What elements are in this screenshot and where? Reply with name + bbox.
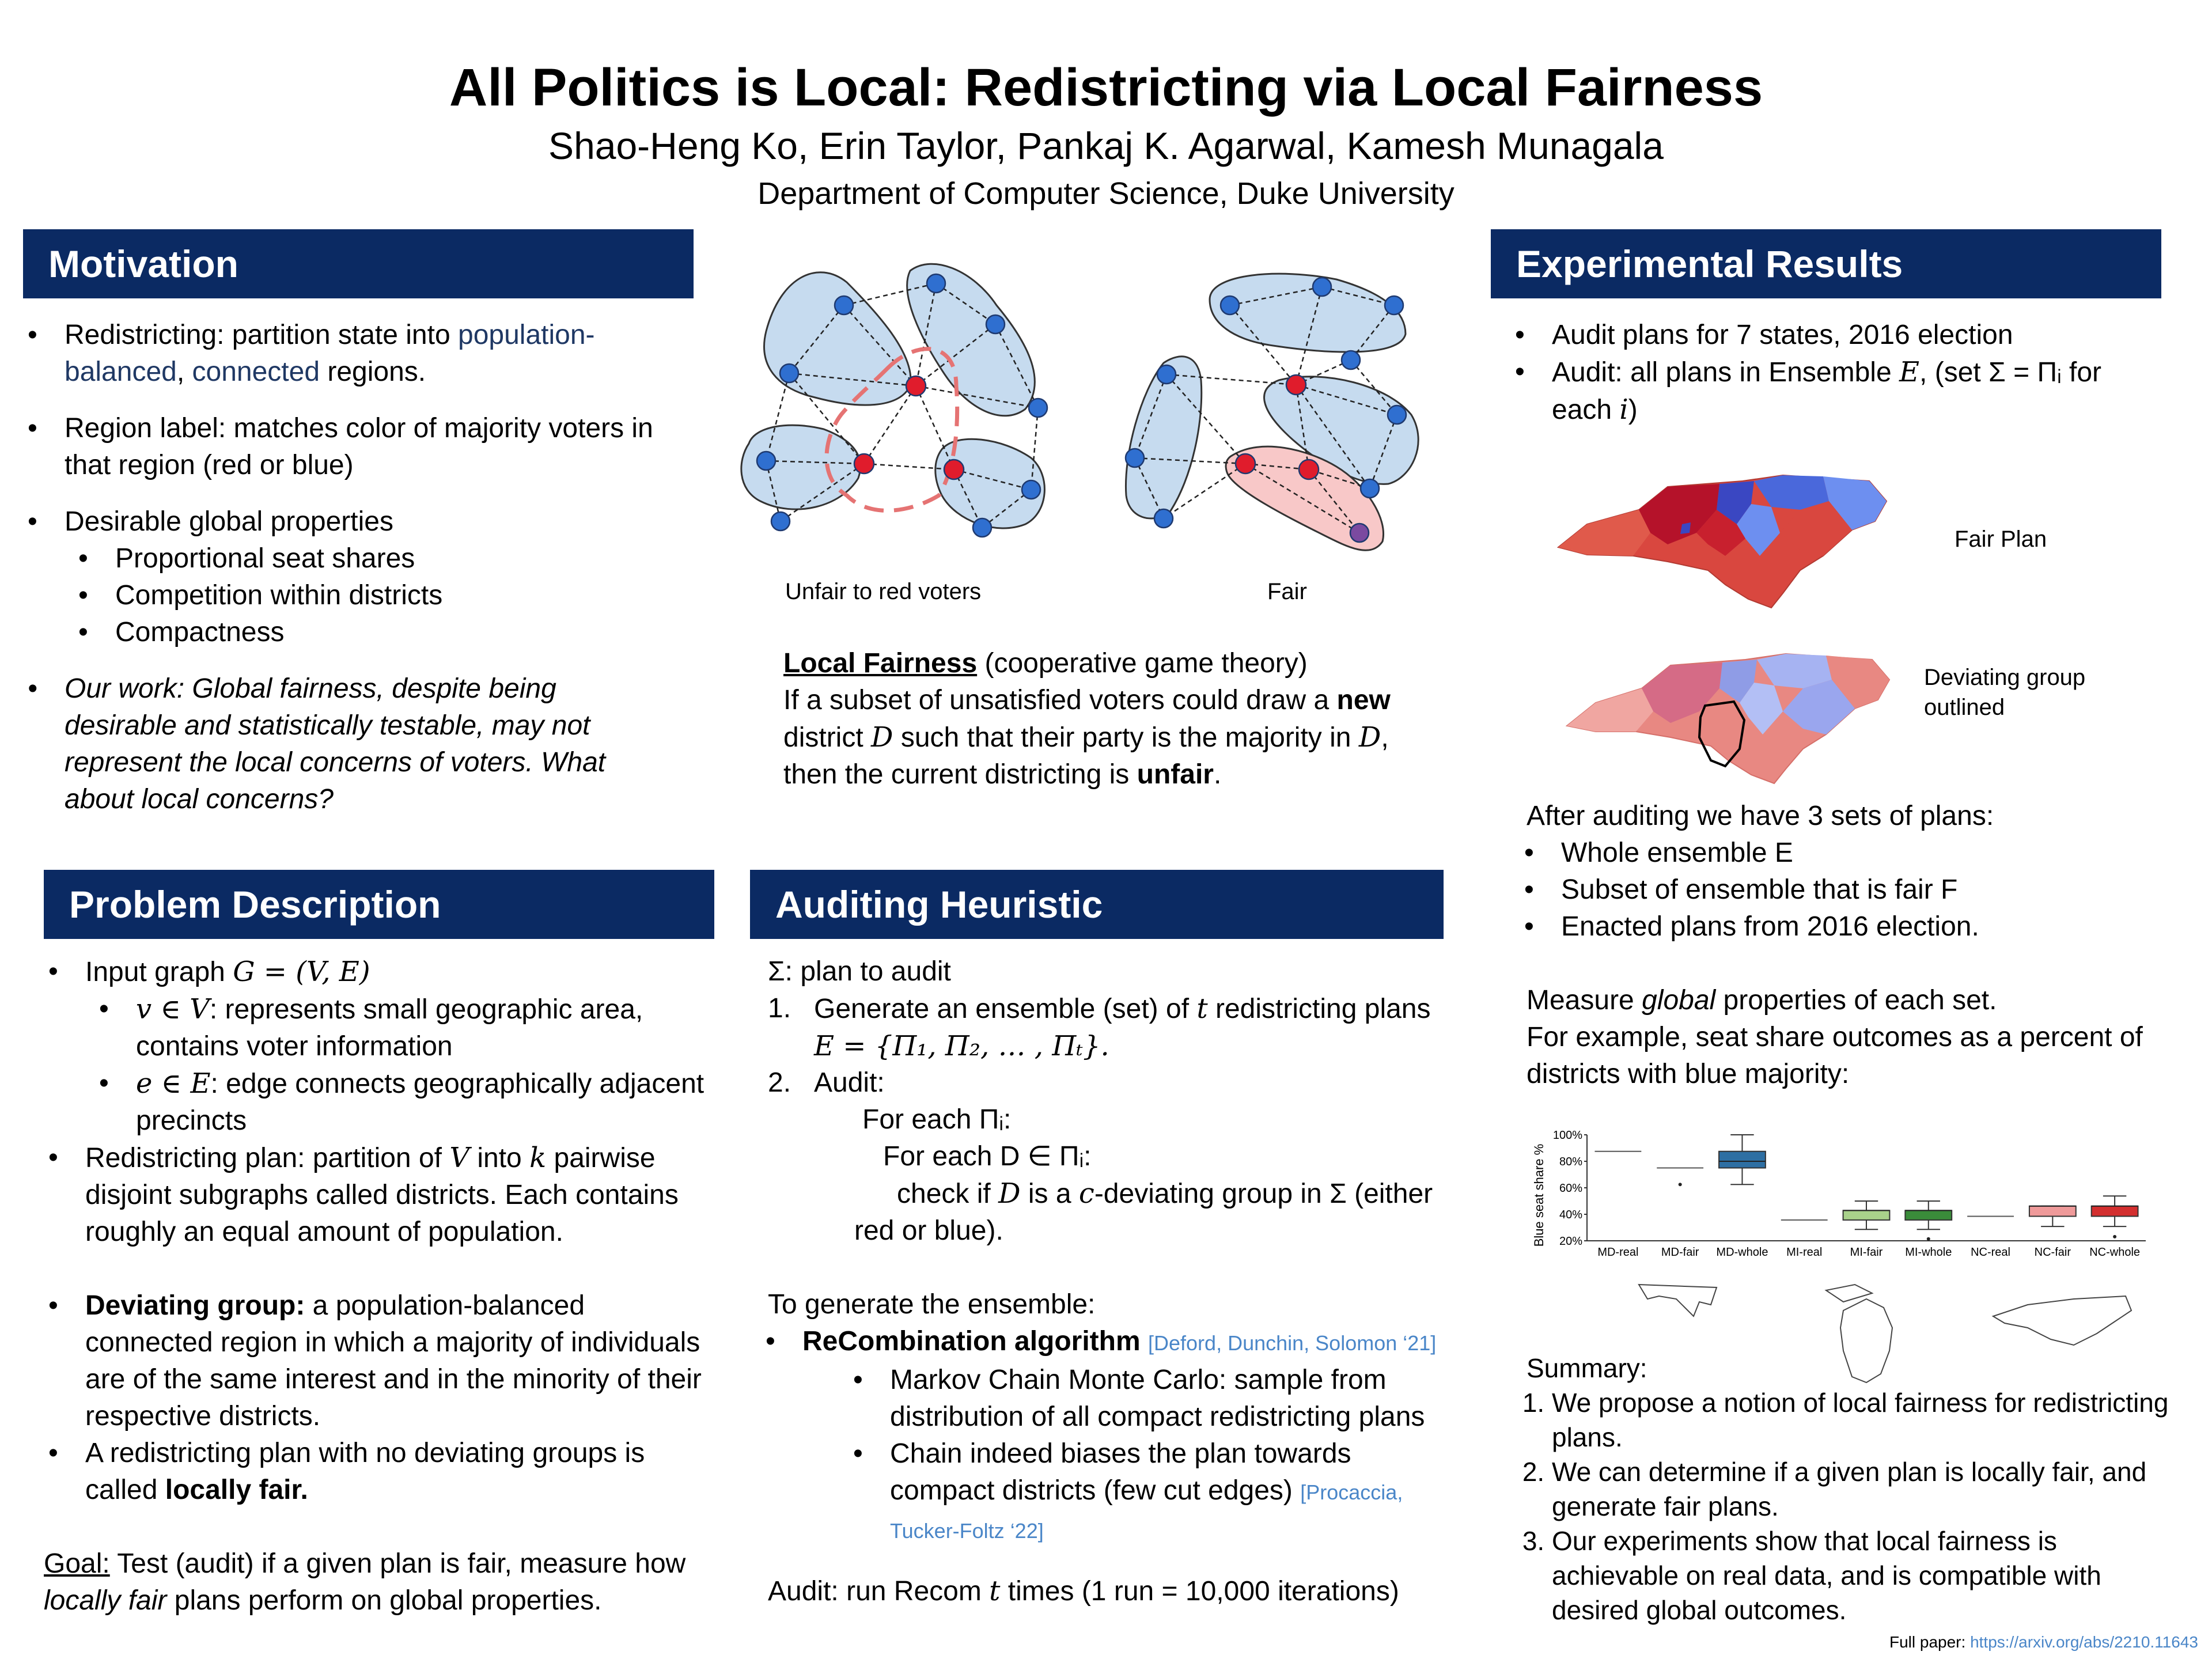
problem-bullet-input: • Input graph G = (V, E) <box>85 953 706 991</box>
set-enacted: • Enacted plans from 2016 election. <box>1561 908 2172 945</box>
chart-ytick-label: 40% <box>1559 1209 1582 1221</box>
chart-ytick-label: 80% <box>1559 1156 1582 1168</box>
citation-deford[interactable]: [Deford, Dunchin, Solomon ‘21] <box>1148 1331 1437 1355</box>
summary-item-3: 3. Our experiments show that local fairness is achievable on real data, and is compatible with desired global outcomes. <box>1552 1524 2172 1627</box>
node <box>927 274 945 293</box>
results-measure: Measure global properties of each set. <box>1527 985 1997 1016</box>
auditing-sub-bias: • Chain indeed biases the plan towards compact districts (few cut edges) [Procaccia, Tucker-Foltz ‘22] <box>890 1435 1459 1550</box>
problem-bullet-locally-fair: • A redistricting plan with no deviating groups is called locally fair. <box>85 1435 706 1509</box>
maryland-outline <box>1639 1285 1717 1316</box>
auditing-generate: To generate the ensemble: <box>768 1289 1096 1320</box>
node <box>835 296 853 315</box>
node <box>1313 278 1331 296</box>
node <box>1388 406 1406 424</box>
chart-ylabel: Blue seat share % <box>1532 1143 1546 1247</box>
auditing-step-1: 1. Generate an ensemble (set) of t redistricting plans <box>768 993 1431 1025</box>
chart-xtick-label: MI-real <box>1786 1246 1823 1259</box>
chart-xtick-label: NC-whole <box>2089 1246 2141 1259</box>
auditing-check: check if D is a c-deviating group in Σ (either <box>897 1177 1433 1210</box>
north-carolina-outline <box>1993 1296 2131 1345</box>
problem-goal: Goal: Test (audit) if a given plan is fair, measure how locally fair plans perform on global properties. <box>44 1548 686 1616</box>
node-red <box>854 454 874 474</box>
summary-item-1: 1. We propose a notion of local fairness for redistricting plans. <box>1552 1385 2172 1455</box>
right-region-1 <box>1210 274 1406 352</box>
summary-item-2: 2. We can determine if a given plan is locally fair, and generate fair plans. <box>1552 1455 2172 1524</box>
results-summary <box>1527 1351 2172 1627</box>
chart-xtick-label: MD-fair <box>1661 1246 1699 1259</box>
node-red <box>906 376 926 396</box>
problem-sub-v: • v ∈ V: represents small geographic area, contains voter information <box>136 991 706 1065</box>
chart-ytick-label: 60% <box>1559 1182 1582 1195</box>
node <box>1342 351 1360 369</box>
nc-deviating-group-map <box>1561 651 1895 792</box>
node <box>1154 509 1173 528</box>
district-graph-figure <box>726 248 1452 570</box>
problem-bullet-plan: • Redistricting plan: partition of V into k pairwise disjoint subgraphs called districts. Each contains roughly an equal amount of population. <box>85 1139 706 1251</box>
auditing-body <box>768 953 1459 1610</box>
auditing-check-cont: red or blue). <box>854 1215 1003 1246</box>
caption-fair: Fair <box>1267 579 1307 604</box>
results-after: After auditing we have 3 sets of plans: <box>1527 801 1994 831</box>
motivation-sub-1: • Proportional seat shares <box>115 540 674 577</box>
problem-heading: Problem Description <box>44 870 714 939</box>
node <box>1221 296 1239 315</box>
node-red <box>944 460 964 479</box>
chart-ytick-label: 20% <box>1559 1235 1582 1248</box>
summary-title: Summary: <box>1527 1353 1647 1383</box>
auditing-step-2: 2. Audit: <box>768 1067 885 1098</box>
poster-authors: Shao-Heng Ko, Erin Taylor, Pankaj K. Agarwal, Kamesh Munagala <box>548 124 1664 167</box>
left-region-2 <box>907 264 1035 416</box>
outlier-MD-fair <box>1679 1183 1682 1186</box>
motivation-bullet-1: • Redistricting: partition state into population-balanced, connected regions. <box>65 317 674 391</box>
node <box>780 364 798 382</box>
motivation-body <box>23 317 674 818</box>
chart-ytick-label: 100% <box>1552 1129 1582 1142</box>
auditing-loop-2: For each D ∈ Πᵢ: <box>883 1141 1092 1172</box>
auditing-sub-mcmc: • Markov Chain Monte Carlo: sample from distribution of all compact redistricting plans <box>890 1362 1459 1435</box>
auditing-heading: Auditing Heuristic <box>750 870 1444 939</box>
problem-body <box>44 953 706 1619</box>
node <box>757 452 775 470</box>
auditing-loop-1: For each Πᵢ: <box>862 1104 1012 1135</box>
node-purple <box>1350 524 1369 542</box>
chart-xtick-label: NC-real <box>1971 1246 2011 1259</box>
results-bullets <box>1509 317 2166 429</box>
results-heading: Experimental Results <box>1491 229 2161 298</box>
node <box>1361 479 1379 498</box>
motivation-sub-2: • Competition within districts <box>115 577 674 614</box>
node <box>1022 480 1040 499</box>
node <box>1385 296 1403 315</box>
node-red <box>1236 454 1255 474</box>
node <box>771 512 790 531</box>
auditing-recom: • ReCombination algorithm [Deford, Dunchin, Solomon ‘21] <box>802 1323 1459 1362</box>
full-paper-line: Full paper: https://arxiv.org/abs/2210.11643 <box>1889 1633 2198 1651</box>
caption-unfair: Unfair to red voters <box>785 579 982 604</box>
map-caption-fair-plan: Fair Plan <box>1955 527 2047 552</box>
auditing-run: Audit: run Recom t times (1 run = 10,000 iterations) <box>768 1575 1399 1607</box>
node-red <box>1286 375 1306 395</box>
set-fair: • Subset of ensemble that is fair F <box>1561 872 2172 908</box>
local-fairness-title: Local Fairness <box>783 648 978 679</box>
chart-xtick-label: MI-whole <box>1905 1246 1952 1259</box>
node-red <box>1299 460 1319 479</box>
box-MI-fair <box>1843 1210 1890 1220</box>
nc-fair-plan-map <box>1552 469 1898 616</box>
results-bullet-1: • Audit plans for 7 states, 2016 election <box>1552 317 2166 354</box>
node <box>1029 399 1047 417</box>
motivation-sub-3: • Compactness <box>115 614 674 651</box>
outlier-MI-whole <box>1927 1237 1930 1241</box>
local-fairness-text: Local Fairness (cooperative game theory) If a subset of unsatisfied voters could draw a new district D such that their party is the majority in D, then the current districting is unfair. <box>783 648 1391 790</box>
chart-xtick-label: MD-whole <box>1716 1246 1768 1259</box>
motivation-bullet-3: • Desirable global properties <box>65 503 674 540</box>
results-bullet-2: • Audit: all plans in Ensemble E, (set Σ = Πᵢ for each i) <box>1552 354 2166 429</box>
chart-xtick-label: MD-real <box>1597 1246 1639 1259</box>
node <box>973 518 991 537</box>
results-sets <box>1527 798 2172 1093</box>
node <box>1126 449 1144 467</box>
chart-xtick-label: MI-fair <box>1850 1246 1883 1259</box>
auditing-sigma-line: Σ: plan to audit <box>768 956 951 987</box>
motivation-bullet-2: • Region label: matches color of majority voters in that region (red or blue) <box>65 410 674 484</box>
citation-procaccia[interactable]: [Procaccia, Tucker-Foltz ‘22] <box>890 1480 1403 1543</box>
outlier-NC-whole <box>2113 1235 2116 1238</box>
motivation-heading: Motivation <box>23 229 694 298</box>
results-example: For example, seat share outcomes as a percent of districts with blue majority: <box>1527 1022 2143 1089</box>
node <box>1157 365 1176 384</box>
box-MD-whole <box>1719 1152 1766 1168</box>
box-MI-whole <box>1905 1210 1952 1220</box>
box-NC-whole <box>2092 1206 2138 1217</box>
motivation-bullet-4: • Our work: Global fairness, despite being desirable and statistically testable, may not represent the local concerns of voters. What about local concerns? <box>65 671 674 818</box>
full-paper-link[interactable]: https://arxiv.org/abs/2210.11643 <box>1970 1633 2198 1651</box>
set-whole: • Whole ensemble E <box>1561 835 2172 872</box>
auditing-ensemble-def: E = {Π₁, Π₂, … , Πₜ}. <box>814 1030 1109 1062</box>
poster-title: All Politics is Local: Redistricting via Local Fairness <box>449 58 1763 117</box>
chart-xtick-label: NC-fair <box>2034 1246 2071 1259</box>
map-caption-deviating: Deviating group outlined <box>1924 665 2086 720</box>
poster-affiliation: Department of Computer Science, Duke University <box>757 176 1455 211</box>
node <box>986 315 1005 334</box>
problem-bullet-deviating: • Deviating group: a population-balanced connected region in which a majority of individuals are of the same interest and in the minority of their respective districts. <box>85 1287 706 1435</box>
box-NC-fair <box>2029 1206 2076 1217</box>
problem-sub-e: • e ∈ E: edge connects geographically adjacent precincts <box>136 1065 706 1139</box>
